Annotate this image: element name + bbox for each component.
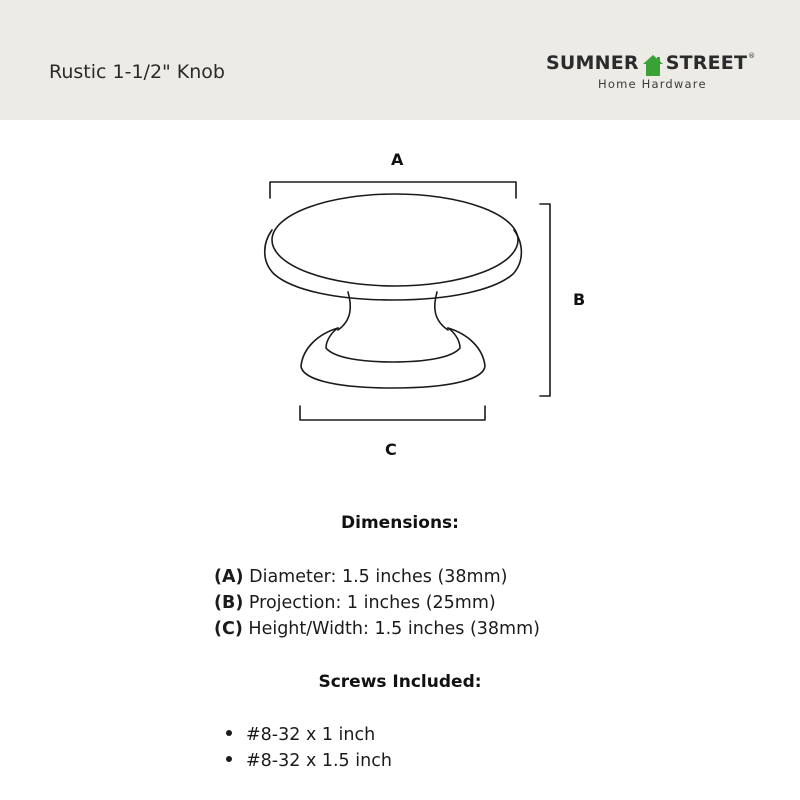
knob-dimension-diagram — [0, 120, 800, 480]
spec-line-b — [214, 593, 496, 613]
spec-key-b: (B) — [214, 593, 244, 613]
spec-text-b: Projection: 1 inches (25mm) — [243, 593, 496, 613]
bracket-c — [300, 406, 485, 420]
brand-logo — [546, 50, 762, 94]
product-title: Rustic 1-1/2" Knob — [49, 61, 225, 83]
spec-line-a — [214, 567, 507, 587]
screw-item-text: #8-32 x 1.5 inch — [246, 751, 392, 771]
logo-word-sumner: SUMNER — [546, 52, 639, 74]
screw-item-text: #8-32 x 1 inch — [246, 725, 376, 745]
knob-head-top — [272, 194, 518, 286]
screw-item — [226, 725, 375, 745]
dimensions-heading: Dimensions: — [341, 513, 459, 533]
label-a: A — [391, 150, 404, 169]
spec-text-a: Diameter: 1.5 inches (38mm) — [243, 567, 508, 587]
label-c: C — [385, 440, 397, 459]
spec-key-a: (A) — [214, 567, 244, 587]
bracket-b — [540, 204, 550, 396]
knob-head-rim — [265, 230, 522, 300]
bullet-icon — [226, 730, 232, 736]
logo-trademark: ® — [748, 52, 756, 60]
bullet-icon — [226, 756, 232, 762]
logo-subtitle: Home Hardware — [598, 77, 707, 91]
bracket-a — [270, 182, 516, 198]
screw-item — [226, 751, 392, 771]
screws-heading: Screws Included: — [318, 672, 482, 692]
header-band — [0, 0, 800, 120]
knob-base-top — [326, 328, 460, 362]
label-b: B — [573, 290, 586, 309]
logo-wordmark — [546, 50, 755, 76]
logo-word-street: STREET — [665, 52, 748, 74]
house-icon — [643, 54, 663, 76]
spec-line-c — [214, 619, 540, 639]
spec-key-c: (C) — [214, 619, 243, 639]
spec-text-c: Height/Width: 1.5 inches (38mm) — [242, 619, 540, 639]
